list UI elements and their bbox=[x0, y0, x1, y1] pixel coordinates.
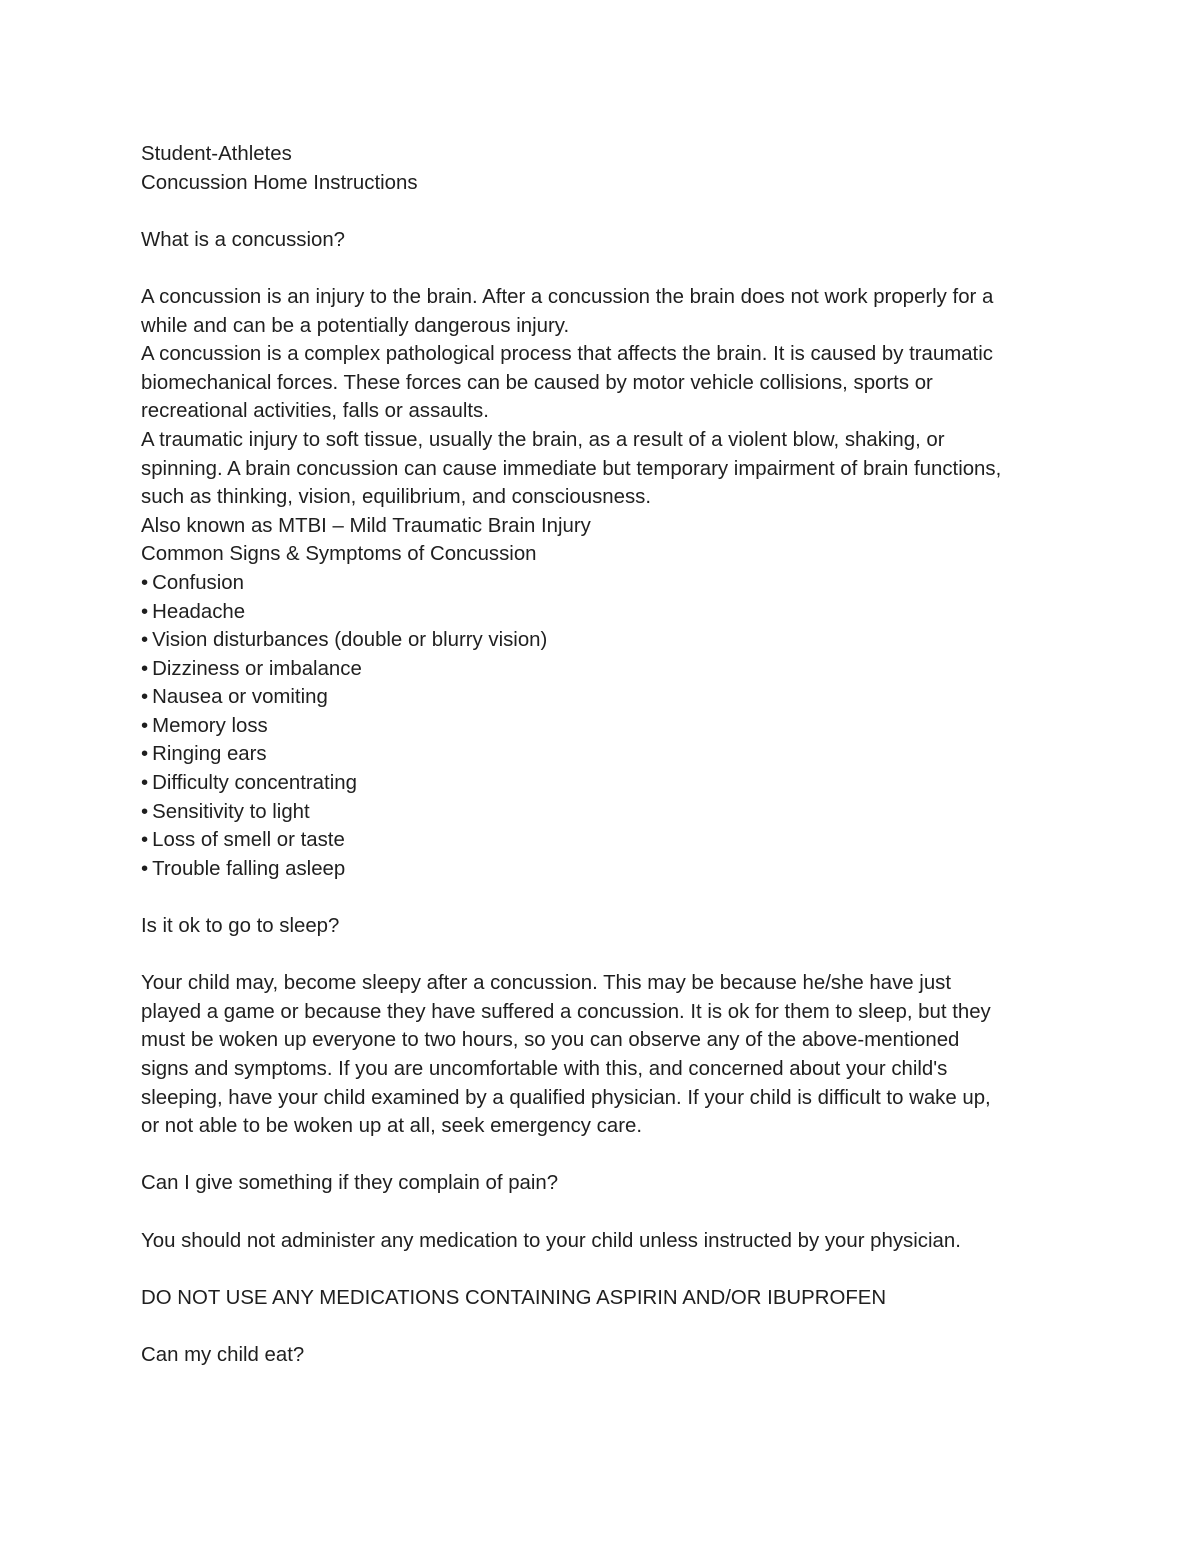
bullet-icon: • bbox=[141, 829, 149, 852]
spacer bbox=[141, 1141, 1061, 1170]
header-line-1: Student-Athletes bbox=[141, 143, 292, 165]
paragraph-process-line: recreational activities, falls or assaults. bbox=[141, 400, 489, 423]
bullet-icon: • bbox=[141, 629, 149, 652]
bullet-icon: • bbox=[141, 571, 149, 594]
spacer bbox=[141, 1255, 1061, 1284]
paragraph-definition-line: A concussion is an injury to the brain. After a concussion the brain does not work properly for a bbox=[141, 285, 994, 308]
list-item bbox=[141, 626, 1061, 655]
symptoms-list bbox=[141, 569, 1061, 884]
paragraph-process-line: biomechanical forces. These forces can be caused by motor vehicle collisions, sports or bbox=[141, 371, 933, 394]
list-item-text: Ringing ears bbox=[152, 743, 267, 766]
question-eat: Can my child eat? bbox=[141, 1343, 305, 1366]
spacer bbox=[141, 941, 1061, 970]
list-item-text: Dizziness or imbalance bbox=[152, 657, 362, 680]
list-item bbox=[141, 712, 1061, 741]
list-item-text: Confusion bbox=[152, 571, 244, 594]
paragraph-sleep-line: must be woken up everyone to two hours, so you can observe any of the above-mentioned bbox=[141, 1029, 960, 1052]
list-item bbox=[141, 740, 1061, 769]
paragraph-injury-line: A traumatic injury to soft tissue, usually the brain, as a result of a violent blow, shaking, or bbox=[141, 428, 945, 451]
paragraph-injury-line: such as thinking, vision, equilibrium, and consciousness. bbox=[141, 486, 652, 509]
list-item bbox=[141, 683, 1061, 712]
document-title: Concussion Home Instructions bbox=[141, 171, 418, 194]
list-item bbox=[141, 769, 1061, 798]
spacer bbox=[141, 883, 1061, 912]
medication-warning: DO NOT USE ANY MEDICATIONS CONTAINING ASPIRIN AND/OR IBUPROFEN bbox=[141, 1286, 887, 1309]
list-item bbox=[141, 855, 1061, 884]
list-item-text: Memory loss bbox=[152, 714, 268, 737]
paragraph-pain-answer: You should not administer any medication to your child unless instructed by your physician. bbox=[141, 1229, 961, 1252]
bullet-icon: • bbox=[141, 686, 149, 709]
list-item-text: Sensitivity to light bbox=[152, 800, 310, 823]
bullet-icon: • bbox=[141, 772, 149, 795]
document-body bbox=[141, 140, 1061, 1370]
paragraph-injury-line: spinning. A brain concussion can cause immediate but temporary impairment of brain functions, bbox=[141, 457, 1002, 480]
paragraph-definition-line: while and can be a potentially dangerous injury. bbox=[141, 314, 570, 337]
list-item bbox=[141, 798, 1061, 827]
bullet-icon: • bbox=[141, 800, 149, 823]
bullet-icon: • bbox=[141, 857, 149, 880]
paragraph-sleep-line: sleeping, have your child examined by a qualified physician. If your child is difficult to wake up, bbox=[141, 1086, 991, 1109]
list-item bbox=[141, 598, 1061, 627]
paragraph-sleep-line: or not able to be woken up at all, seek emergency care. bbox=[141, 1115, 642, 1138]
question-pain: Can I give something if they complain of pain? bbox=[141, 1172, 559, 1195]
question-sleep: Is it ok to go to sleep? bbox=[141, 915, 340, 938]
symptoms-heading: Common Signs & Symptoms of Concussion bbox=[141, 543, 537, 566]
list-item bbox=[141, 826, 1061, 855]
spacer bbox=[141, 197, 1061, 226]
list-item bbox=[141, 569, 1061, 598]
spacer bbox=[141, 1312, 1061, 1341]
bullet-icon: • bbox=[141, 600, 149, 623]
paragraph-sleep-line: signs and symptoms. If you are uncomfortable with this, and concerned about your child's bbox=[141, 1058, 948, 1080]
bullet-icon: • bbox=[141, 714, 149, 737]
list-item-text: Trouble falling asleep bbox=[152, 857, 346, 880]
paragraph-sleep-line: Your child may, become sleepy after a concussion. This may be because he/she have just bbox=[141, 972, 952, 995]
list-item-text: Nausea or vomiting bbox=[152, 686, 328, 709]
spacer bbox=[141, 1198, 1061, 1227]
list-item-text: Vision disturbances (double or blurry vision) bbox=[152, 629, 548, 652]
bullet-icon: • bbox=[141, 657, 149, 680]
paragraph-process-line: A concussion is a complex pathological process that affects the brain. It is caused by traumatic bbox=[141, 343, 993, 366]
list-item-text: Headache bbox=[152, 600, 246, 623]
question-what-is-concussion: What is a concussion? bbox=[141, 228, 346, 251]
paragraph-sleep-line: played a game or because they have suffered a concussion. It is ok for them to sleep, but they bbox=[141, 1000, 991, 1023]
list-item-text: Difficulty concentrating bbox=[152, 772, 357, 795]
list-item-text: Loss of smell or taste bbox=[152, 829, 345, 852]
bullet-icon: • bbox=[141, 743, 149, 766]
also-known-as: Also known as MTBI – Mild Traumatic Brain Injury bbox=[141, 514, 591, 537]
list-item bbox=[141, 655, 1061, 684]
spacer bbox=[141, 254, 1061, 283]
